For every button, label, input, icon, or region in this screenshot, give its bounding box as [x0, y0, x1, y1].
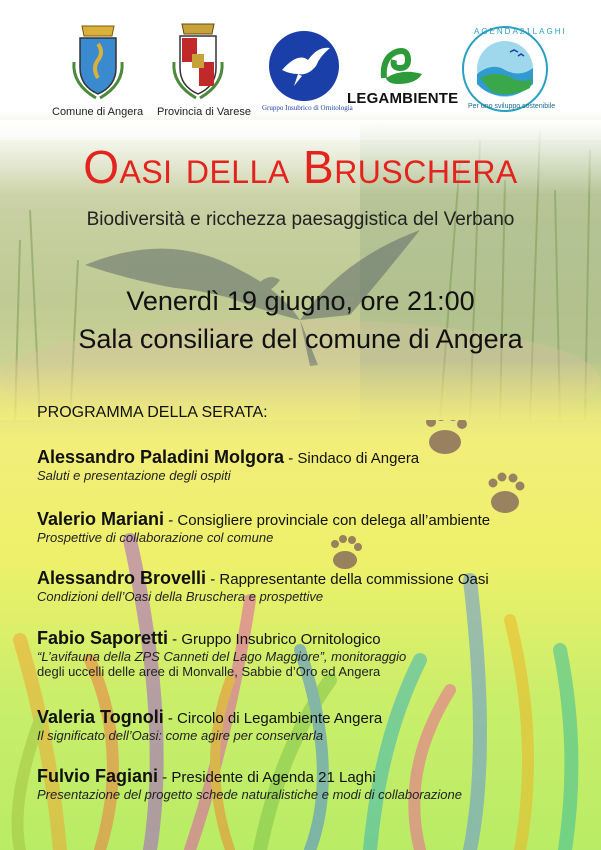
speaker-name: Fabio Saporetti	[37, 628, 169, 648]
event-location: Sala consiliare del comune di Angera	[78, 324, 523, 354]
provincia-varese-coat-of-arms-icon	[170, 20, 226, 102]
speaker-item	[37, 707, 382, 743]
agenda21-lake-icon	[462, 26, 548, 112]
logo-bar	[0, 0, 601, 125]
speaker-item	[37, 447, 419, 483]
event-date-time: Venerdì 19 giugno, ore 21:00	[126, 286, 475, 316]
speaker-role: - Sindaco di Angera	[284, 450, 420, 467]
speaker-item	[37, 568, 489, 604]
speaker-item	[37, 766, 462, 802]
agenda21-bottom-text: Per uno sviluppo sostenibile	[468, 103, 556, 110]
legambiente-swan-icon	[378, 38, 428, 86]
speaker-name: Alessandro Brovelli	[37, 568, 207, 588]
speaker-role: - Gruppo Insubrico Ornitologico	[168, 631, 381, 648]
speaker-talk: Saluti e presentazione degli ospiti	[37, 468, 231, 483]
speaker-item	[37, 628, 406, 679]
speaker-name: Alessandro Paladini Molgora	[37, 447, 285, 467]
speaker-talk: Prospettive di collaborazione col comune	[37, 530, 274, 545]
gruppo-insubrico-text: Gruppo Insubrico di Ornitologia	[262, 104, 353, 112]
comune-angera-coat-of-arms-icon	[70, 22, 126, 102]
speaker-item	[37, 509, 490, 545]
agenda21-top-text: AGENDA21LAGHI	[474, 27, 567, 36]
event-title: Oasi della Bruschera	[83, 141, 518, 193]
speaker-talk: Il significato dell’Oasi: come agire per conservarla	[37, 728, 324, 743]
gruppo-insubrico-bird-icon	[268, 30, 340, 102]
speaker-talk: degli uccelli delle aree di Monvalle, Sabbie d’Oro ed Angera	[37, 664, 381, 679]
speaker-talk: Presentazione del progetto schede naturalistiche e modi di collaborazione	[37, 787, 462, 802]
provincia-varese-caption: Provincia di Varese	[157, 106, 251, 118]
legambiente-text: LEGAMBIENTE	[347, 90, 459, 107]
event-subtitle: Biodiversità e ricchezza paesaggistica del Verbano	[86, 209, 515, 230]
speaker-name: Valeria Tognoli	[37, 707, 164, 727]
speaker-name: Valerio Mariani	[37, 509, 165, 529]
speaker-name: Fulvio Fagiani	[37, 766, 159, 786]
comune-angera-caption: Comune di Angera	[52, 106, 144, 118]
speaker-role: - Presidente di Agenda 21 Laghi	[158, 769, 376, 786]
speaker-talk: Condizioni dell’Oasi della Bruschera e prospettive	[37, 589, 324, 604]
paw-prints	[331, 420, 525, 569]
speaker-role: - Circolo di Legambiente Angera	[163, 710, 383, 727]
speaker-role: - Rappresentante della commissione Oasi	[206, 571, 489, 588]
speaker-role: - Consigliere provinciale con delega all’ambiente	[164, 512, 491, 529]
speaker-talk: “L’avifauna della ZPS Canneti del Lago Maggiore”, monitoraggio	[37, 649, 407, 664]
program-header: PROGRAMMA DELLA SERATA:	[37, 404, 268, 421]
